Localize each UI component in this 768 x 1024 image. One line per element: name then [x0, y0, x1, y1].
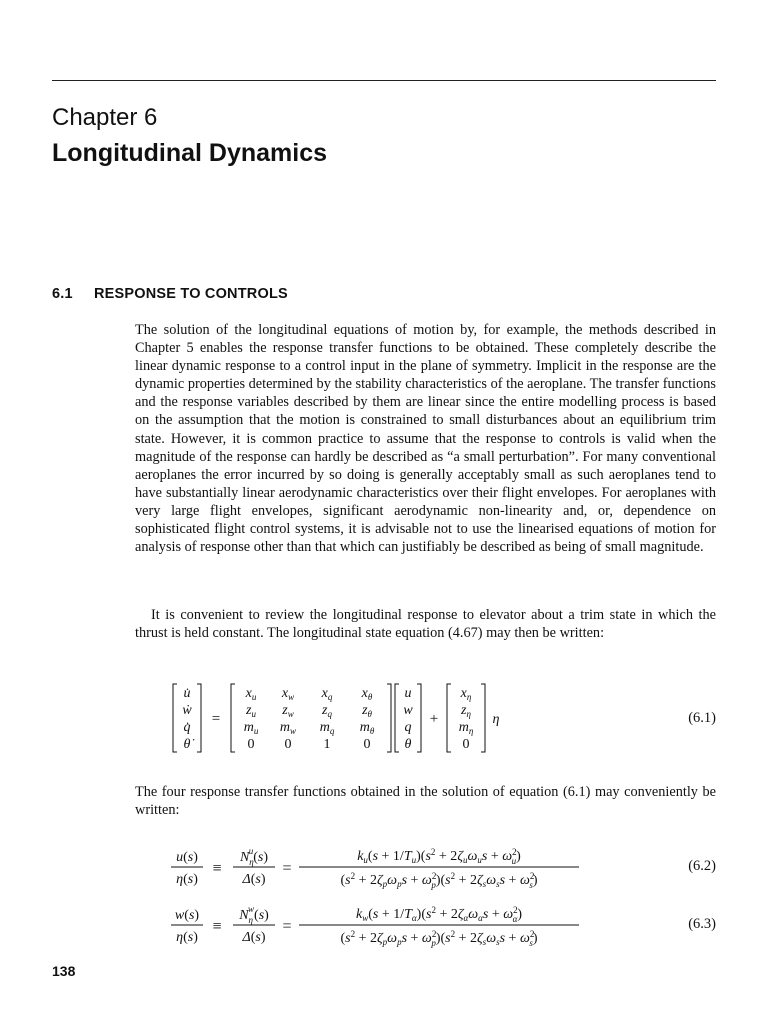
lhs-3: θ̇ [183, 737, 191, 752]
svg-text:≡: ≡ [212, 860, 222, 877]
equals-sign: = [211, 711, 221, 727]
svg-text:η(s): η(s) [176, 872, 198, 887]
chapter-number: Chapter 6 [52, 104, 158, 131]
state-1: w [403, 703, 413, 718]
page-number: 138 [52, 963, 76, 979]
lhs-2: q̇ [183, 720, 191, 735]
svg-text:=: = [282, 860, 292, 877]
matrix-cell: $z_w$ [282, 703, 294, 719]
svg-text:ku(s + 1/Tu)(s2 + 2ζuωus + ω2u: $k_u(s + 1/T_u)(s^2 + 2\zeta_u\omega_us + \omega^2$ u) [357, 847, 521, 866]
svg-text:(s2 + 2ζpωps + ω2p)(s2 + 2ζsωs: ($s^2 + 2\zeta_p\omega_ps + \omega^2$ $p)(s^2 + 2\zeta_s\omega_ss + \omega^2$ s) [340, 871, 538, 890]
chapter-title: Longitudinal Dynamics [52, 139, 328, 167]
matrix-cell: $z_u$ [246, 703, 256, 719]
matrix-cell: $m_\theta$ [359, 720, 375, 736]
matrix-cell: $x_w$ [281, 686, 295, 702]
state-2: q [404, 720, 412, 735]
paragraph-2: It is convenient to review the longitudinal response to elevator about a trim state in which the thrust is held constant. The longitudinal state equation (4.67) may then be written: [135, 607, 716, 642]
matrix-cell: $x_u$ [245, 686, 257, 702]
svg-text:η(s): η(s) [176, 930, 198, 945]
matrix-cell: $x_q$ [321, 686, 333, 702]
svg-text:(s2 + 2ζpωps + ω2p)(s2 + 2ζsωs: ($s^2 + 2\zeta_p\omega_ps + \omega^2$ $p)(s^2 + 2\zeta_s\omega_ss + \omega^2$ s) [340, 929, 538, 948]
equation-6-3-formula [169, 901, 629, 951]
state-0: u [404, 686, 412, 701]
state-3: θ [404, 737, 412, 752]
svg-text:Nηu(s): $N_\eta u(s)$ [239, 846, 269, 867]
matrix-cell: $z_q$ [322, 703, 332, 719]
matrix-cell: $m_u$ [243, 720, 259, 736]
svg-text:w(s): w(s) [174, 908, 200, 923]
matrix-cell: 0 [363, 737, 371, 752]
svg-text:u(s): u(s) [176, 850, 198, 865]
svg-text:=: = [282, 918, 292, 935]
input-symbol: η [492, 712, 500, 727]
equation-6-1 [135, 676, 716, 758]
matrix-cell: 0 [284, 737, 292, 752]
section-heading [52, 286, 288, 302]
input-2: $m_\eta$ [458, 720, 474, 736]
input-0: $x_\eta$ [460, 686, 472, 702]
svg-text:Δ(s): Δ(s) [242, 872, 266, 887]
matrix-cell: $m_q$ [319, 720, 335, 736]
equation-6-2-number: (6.2) [688, 858, 716, 874]
lhs-0: u̇ [183, 686, 191, 701]
svg-text:Nηw(s): $N_\eta w(s)$ [239, 904, 269, 925]
equation-6-1-formula [135, 676, 675, 758]
input-3: 0 [462, 737, 470, 752]
equation-6-3 [135, 901, 716, 951]
matrix-cell: 1 [323, 737, 331, 752]
paragraph-3: The four response transfer functions obtained in the solution of equation (6.1) may conveniently be written: [135, 784, 716, 819]
equation-6-3-number: (6.3) [688, 916, 716, 932]
equation-6-1-number: (6.1) [688, 710, 716, 726]
section-number: 6.1 [52, 286, 73, 302]
matrix-cell: $m_w$ [279, 720, 297, 736]
matrix-cell: $x_\theta$ [361, 686, 373, 702]
header-rule [52, 80, 716, 81]
section-title: RESPONSE TO CONTROLS [94, 286, 288, 302]
svg-text:≡: ≡ [212, 918, 222, 935]
plus-sign: + [429, 711, 439, 727]
equation-6-2 [135, 843, 716, 893]
paragraph-1: The solution of the longitudinal equations of motion by, for example, the methods described in Chapter 5 enables the response transfer functions to be obtained. These completely describe the linear dynamic response to a control input in the plane of symmetry. Implicit in the response are the dynamic properties determined by the stability characteristics of the aeroplane. The transfer functions and the response variables described by them are linear since the entire modelling process is based on the assumption that the motion is constrained to small disturbances about an equilibrium trim state. However, it is common practice to assume that the response to controls is valid when the magnitude of the response can hardly be described as “a small perturbation”. For many conventional aeroplanes the error incurred by so doing is generally acceptably small as such aeroplanes tend to have substantially linear aerodynamic characteristics over their flight envelopes. For aeroplanes with very large flight envelopes, significant aerodynamic non-linearity and, or, dependence on sophisticated flight control systems, it is advisable not to use the linearised equations of motion for analysis of response other than that which can justifiably be described as being of small magnitude. [135, 322, 716, 556]
matrix-cell: 0 [247, 737, 255, 752]
matrix-cell: $z_\theta$ [362, 703, 372, 719]
lhs-1: ẇ [182, 703, 192, 718]
svg-text:kw(s + 1/Tα)(s2 + 2ζαωαs + ω2α: $k_w(s + 1/T_\alpha)(s^2 + 2\zeta_\alpha\omega_\alpha s + \omega^2$ α) [355, 905, 523, 924]
equation-6-2-formula [169, 843, 629, 893]
svg-text:Δ(s): Δ(s) [242, 930, 266, 945]
input-1: $z_\eta$ [461, 703, 471, 719]
